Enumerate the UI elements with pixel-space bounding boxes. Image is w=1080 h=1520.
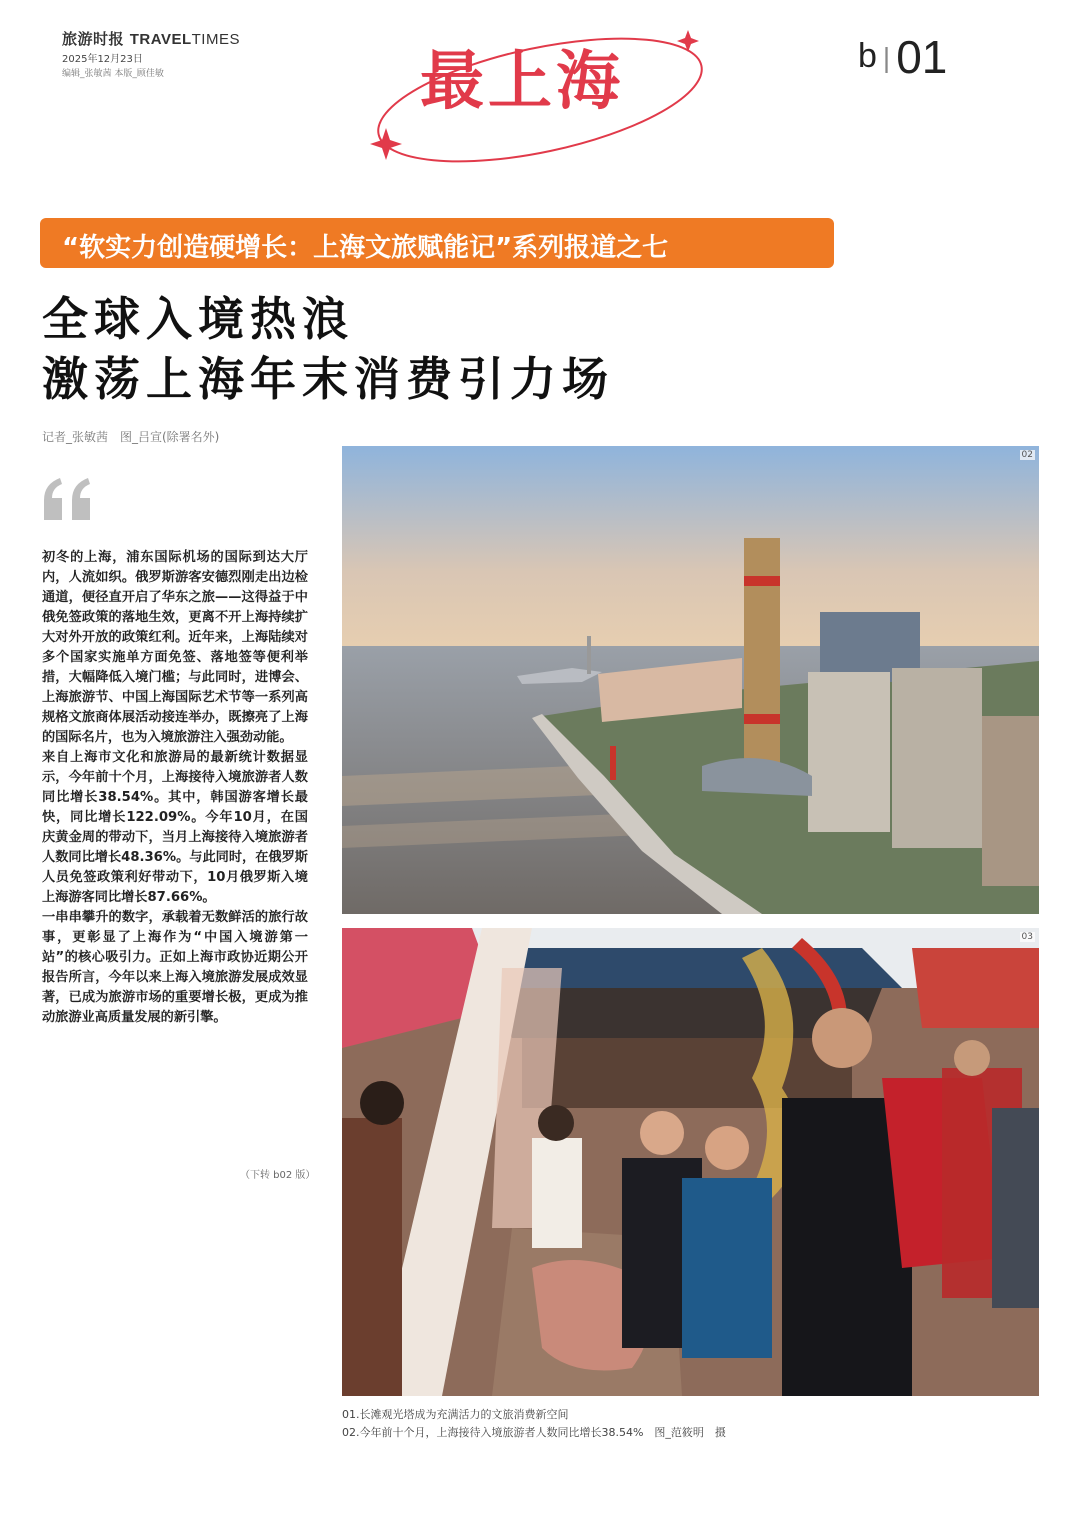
waterfront-illustration bbox=[342, 446, 1039, 914]
sparkle-icon bbox=[370, 128, 402, 160]
caption-line: 01.长滩观光塔成为充满活力的文旅消费新空间 bbox=[342, 1408, 569, 1421]
newspaper-name-en-bold: TRAVEL bbox=[129, 31, 192, 48]
section-title: 最上海 bbox=[420, 45, 624, 119]
article-paragraph: 来自上海市文化和旅游局的最新统计数据显示，今年前十个月，上海接待入境旅游者人数同比增长38.54%。其中，韩国游客增长最快，同比增长122.09%。今年10月，在国庆黄金周的带动下，当月上海接待入境旅游者人数同比增长48.36%。与此同时，在俄罗斯人员免签政策利好带动下，10月俄罗斯入境上海游客同比增长87.66%。 bbox=[42, 750, 308, 905]
newspaper-name-cn: 旅游时报 bbox=[62, 30, 125, 48]
article-body bbox=[42, 548, 308, 1028]
article-paragraph: 一串串攀升的数字，承载着无数鲜活的旅行故事，更彰显了上海作为“中国入境游第一站”的核心吸引力。正如上海市政协近期公开报告所言，今年以来上海入境旅游发展成效显著，已成为旅游市场的重要增长极，更成为推动旅游业高质量发展的新引擎。 bbox=[42, 910, 308, 1025]
page-separator: | bbox=[882, 42, 891, 73]
newspaper-name bbox=[62, 28, 240, 49]
article-paragraph: 初冬的上海，浦东国际机场的国际到达大厅内，人流如织。俄罗斯游客安德烈刚走出边检通道，便径直开启了华东之旅——这得益于中俄免签政策的落地生效，更离不开上海持续扩大对外开放的政策红利。近年来，上海陆续对多个国家实施单方面免签、落地签等便利举措，大幅降低入境门槛；与此同时，进博会、上海旅游节、中国上海国际艺术节等一系列高规格文旅商体展活动接连举办，既擦亮了上海的国际名片，也为入境旅游注入强劲动能。 bbox=[42, 550, 308, 745]
photo-waterfront-tower bbox=[342, 446, 1039, 914]
headline-line-1: 全球入境热浪 bbox=[42, 292, 354, 346]
newspaper-name-en-light: TIMES bbox=[191, 31, 240, 48]
byline: 记者_张敏茜 图_吕宣(除署名外) bbox=[42, 430, 220, 444]
series-banner bbox=[40, 218, 834, 268]
issue-date: 2025年12月23日 bbox=[62, 54, 143, 65]
photo-market-tourists bbox=[342, 928, 1039, 1396]
sparkle-icon bbox=[677, 30, 699, 52]
page-number: 01 bbox=[896, 31, 948, 83]
photo-captions bbox=[342, 1406, 1042, 1442]
caption-line: 02.今年前十个月，上海接待入境旅游者人数同比增长38.54% 图_范筱明 摄 bbox=[342, 1426, 726, 1439]
continued-note: （下转 b02 版） bbox=[240, 1170, 316, 1181]
editors-line: 编辑_张敏茜 本版_顾佳敏 bbox=[62, 69, 164, 79]
headline-line-2: 激荡上海年末消费引力场 bbox=[42, 352, 614, 406]
page-code bbox=[858, 30, 947, 84]
page-letter: b bbox=[858, 37, 877, 75]
quote-mark-icon bbox=[40, 470, 100, 530]
photo-number: 02 bbox=[1021, 450, 1033, 460]
market-illustration bbox=[342, 928, 1039, 1396]
photo-number: 03 bbox=[1021, 932, 1033, 942]
series-title: “软实力创造硬增长：上海文旅赋能记”系列报道之七 bbox=[62, 233, 669, 263]
